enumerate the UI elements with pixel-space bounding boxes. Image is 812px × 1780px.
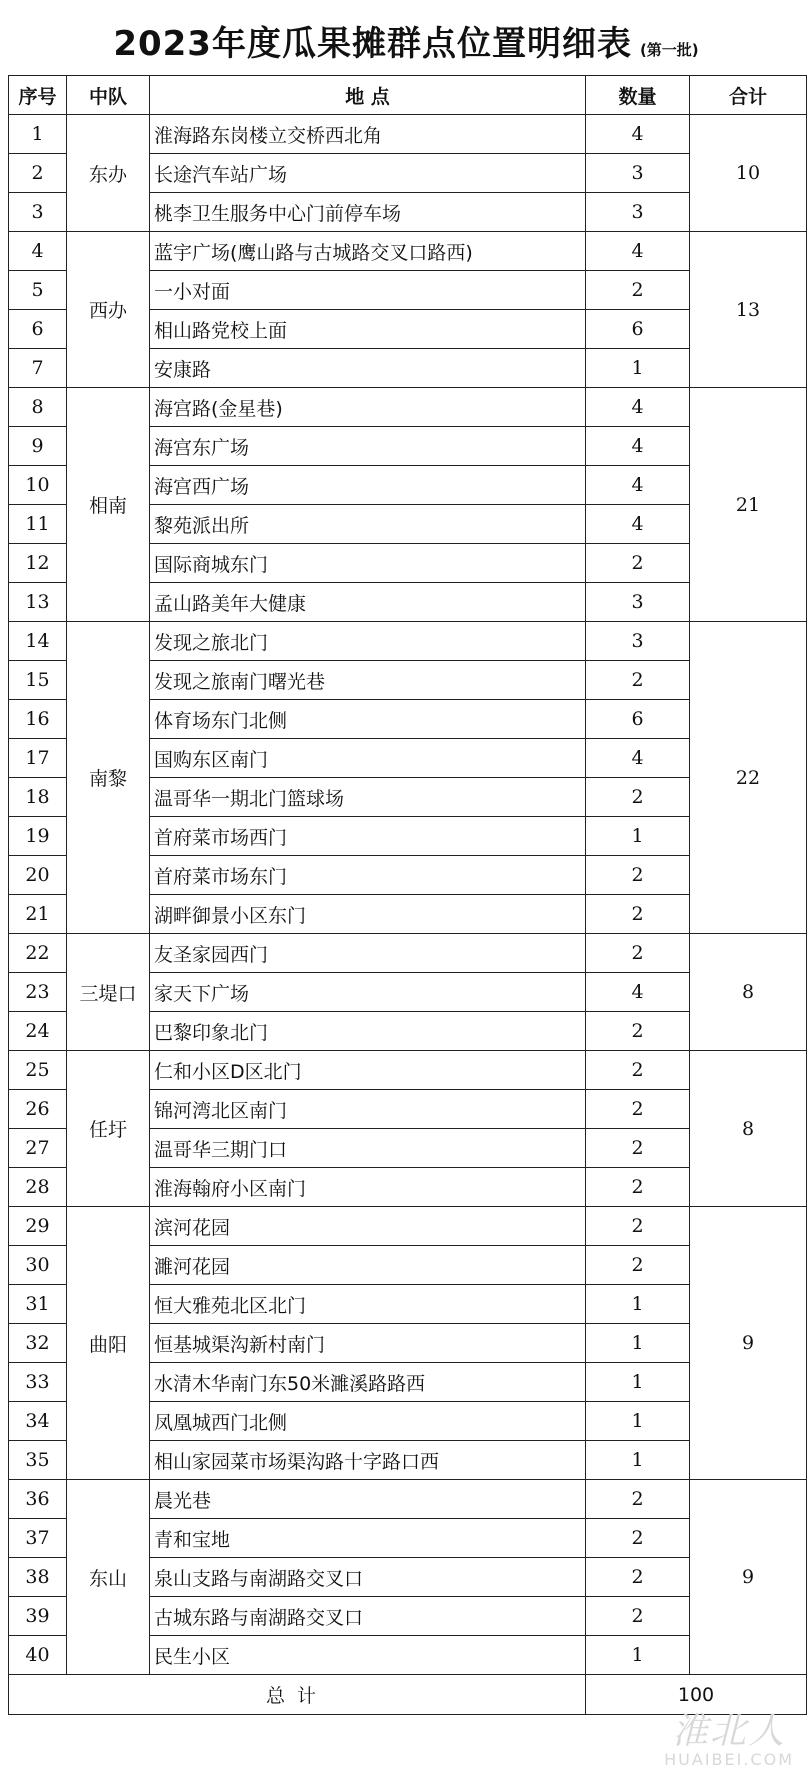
location-cell: 安康路 bbox=[150, 349, 586, 388]
seq-cell: 32 bbox=[9, 1324, 67, 1363]
seq-cell: 22 bbox=[9, 934, 67, 973]
subtotal-cell: 9 bbox=[690, 1480, 807, 1675]
location-cell: 温哥华一期北门篮球场 bbox=[150, 778, 586, 817]
location-cell: 一小对面 bbox=[150, 271, 586, 310]
seq-cell: 2 bbox=[9, 154, 67, 193]
location-cell: 桃李卫生服务中心门前停车场 bbox=[150, 193, 586, 232]
table-row bbox=[9, 232, 807, 271]
team-cell: 相南 bbox=[67, 388, 150, 622]
location-cell: 滨河花园 bbox=[150, 1207, 586, 1246]
seq-cell: 20 bbox=[9, 856, 67, 895]
location-cell: 濉河花园 bbox=[150, 1246, 586, 1285]
seq-cell: 25 bbox=[9, 1051, 67, 1090]
location-cell: 水清木华南门东50米濉溪路路西 bbox=[150, 1363, 586, 1402]
subtotal-cell: 10 bbox=[690, 115, 807, 232]
table-body bbox=[9, 115, 807, 1675]
quantity-cell: 2 bbox=[586, 934, 690, 973]
seq-cell: 3 bbox=[9, 193, 67, 232]
location-cell: 黎苑派出所 bbox=[150, 505, 586, 544]
quantity-cell: 2 bbox=[586, 856, 690, 895]
quantity-cell: 4 bbox=[586, 739, 690, 778]
seq-cell: 15 bbox=[9, 661, 67, 700]
seq-cell: 36 bbox=[9, 1480, 67, 1519]
seq-cell: 9 bbox=[9, 427, 67, 466]
page-title bbox=[0, 0, 812, 76]
seq-cell: 29 bbox=[9, 1207, 67, 1246]
seq-cell: 14 bbox=[9, 622, 67, 661]
location-cell: 首府菜市场西门 bbox=[150, 817, 586, 856]
quantity-cell: 4 bbox=[586, 973, 690, 1012]
seq-cell: 17 bbox=[9, 739, 67, 778]
quantity-cell: 3 bbox=[586, 622, 690, 661]
location-cell: 孟山路美年大健康 bbox=[150, 583, 586, 622]
seq-cell: 12 bbox=[9, 544, 67, 583]
header-subtotal: 合计 bbox=[690, 76, 807, 115]
quantity-cell: 2 bbox=[586, 895, 690, 934]
quantity-cell: 4 bbox=[586, 505, 690, 544]
watermark-cn: 淮北人 bbox=[672, 1711, 787, 1752]
seq-cell: 33 bbox=[9, 1363, 67, 1402]
quantity-cell: 1 bbox=[586, 1402, 690, 1441]
quantity-cell: 2 bbox=[586, 544, 690, 583]
seq-cell: 5 bbox=[9, 271, 67, 310]
quantity-cell: 1 bbox=[586, 817, 690, 856]
location-cell: 海宫路(金星巷) bbox=[150, 388, 586, 427]
seq-cell: 4 bbox=[9, 232, 67, 271]
table-row bbox=[9, 934, 807, 973]
subtotal-cell: 8 bbox=[690, 1051, 807, 1207]
quantity-cell: 2 bbox=[586, 1051, 690, 1090]
seq-cell: 6 bbox=[9, 310, 67, 349]
seq-cell: 24 bbox=[9, 1012, 67, 1051]
seq-cell: 35 bbox=[9, 1441, 67, 1480]
team-cell: 任圩 bbox=[67, 1051, 150, 1207]
quantity-cell: 6 bbox=[586, 700, 690, 739]
location-cell: 锦河湾北区南门 bbox=[150, 1090, 586, 1129]
total-label: 总计 bbox=[9, 1675, 586, 1715]
location-cell: 湖畔御景小区东门 bbox=[150, 895, 586, 934]
subtotal-cell: 8 bbox=[690, 934, 807, 1051]
location-cell: 发现之旅南门曙光巷 bbox=[150, 661, 586, 700]
seq-cell: 1 bbox=[9, 115, 67, 154]
location-cell: 古城东路与南湖路交叉口 bbox=[150, 1597, 586, 1636]
seq-cell: 34 bbox=[9, 1402, 67, 1441]
seq-cell: 37 bbox=[9, 1519, 67, 1558]
subtotal-cell: 13 bbox=[690, 232, 807, 388]
location-cell: 海宫东广场 bbox=[150, 427, 586, 466]
header-quantity: 数量 bbox=[586, 76, 690, 115]
location-cell: 民生小区 bbox=[150, 1636, 586, 1675]
seq-cell: 16 bbox=[9, 700, 67, 739]
location-cell: 相山路党校上面 bbox=[150, 310, 586, 349]
seq-cell: 21 bbox=[9, 895, 67, 934]
quantity-cell: 2 bbox=[586, 1480, 690, 1519]
quantity-cell: 6 bbox=[586, 310, 690, 349]
quantity-cell: 4 bbox=[586, 115, 690, 154]
header-row bbox=[9, 76, 807, 115]
seq-cell: 23 bbox=[9, 973, 67, 1012]
quantity-cell: 4 bbox=[586, 388, 690, 427]
header-team: 中队 bbox=[67, 76, 150, 115]
location-cell: 凤凰城西门北侧 bbox=[150, 1402, 586, 1441]
seq-cell: 27 bbox=[9, 1129, 67, 1168]
quantity-cell: 1 bbox=[586, 1441, 690, 1480]
location-cell: 友圣家园西门 bbox=[150, 934, 586, 973]
subtotal-cell: 21 bbox=[690, 388, 807, 622]
watermark-en: HUAIBEI.COM bbox=[664, 1750, 794, 1769]
quantity-cell: 4 bbox=[586, 427, 690, 466]
location-cell: 发现之旅北门 bbox=[150, 622, 586, 661]
table-row bbox=[9, 115, 807, 154]
location-cell: 相山家园菜市场渠沟路十字路口西 bbox=[150, 1441, 586, 1480]
location-cell: 国购东区南门 bbox=[150, 739, 586, 778]
seq-cell: 8 bbox=[9, 388, 67, 427]
location-cell: 青和宝地 bbox=[150, 1519, 586, 1558]
seq-cell: 28 bbox=[9, 1168, 67, 1207]
quantity-cell: 4 bbox=[586, 232, 690, 271]
location-cell: 家天下广场 bbox=[150, 973, 586, 1012]
stall-table bbox=[8, 75, 807, 1715]
quantity-cell: 3 bbox=[586, 583, 690, 622]
team-cell: 东办 bbox=[67, 115, 150, 232]
team-cell: 东山 bbox=[67, 1480, 150, 1675]
quantity-cell: 2 bbox=[586, 1246, 690, 1285]
title-suffix: (第一批) bbox=[639, 41, 699, 59]
location-cell: 泉山支路与南湖路交叉口 bbox=[150, 1558, 586, 1597]
total-value: 100 bbox=[586, 1675, 807, 1715]
seq-cell: 26 bbox=[9, 1090, 67, 1129]
quantity-cell: 2 bbox=[586, 1168, 690, 1207]
quantity-cell: 3 bbox=[586, 154, 690, 193]
seq-cell: 7 bbox=[9, 349, 67, 388]
location-cell: 蓝宇广场(鹰山路与古城路交叉口路西) bbox=[150, 232, 586, 271]
quantity-cell: 2 bbox=[586, 661, 690, 700]
seq-cell: 30 bbox=[9, 1246, 67, 1285]
location-cell: 首府菜市场东门 bbox=[150, 856, 586, 895]
watermark-logo bbox=[664, 1711, 794, 1769]
quantity-cell: 2 bbox=[586, 1558, 690, 1597]
quantity-cell: 2 bbox=[586, 1519, 690, 1558]
seq-cell: 19 bbox=[9, 817, 67, 856]
seq-cell: 40 bbox=[9, 1636, 67, 1675]
seq-cell: 11 bbox=[9, 505, 67, 544]
title-text: 2023年度瓜果摊群点位置明细表 bbox=[113, 24, 632, 64]
quantity-cell: 2 bbox=[586, 1207, 690, 1246]
seq-cell: 31 bbox=[9, 1285, 67, 1324]
location-cell: 晨光巷 bbox=[150, 1480, 586, 1519]
table-row bbox=[9, 388, 807, 427]
seq-cell: 10 bbox=[9, 466, 67, 505]
location-cell: 国际商城东门 bbox=[150, 544, 586, 583]
subtotal-cell: 22 bbox=[690, 622, 807, 934]
team-cell: 南黎 bbox=[67, 622, 150, 934]
table-row bbox=[9, 1051, 807, 1090]
location-cell: 巴黎印象北门 bbox=[150, 1012, 586, 1051]
seq-cell: 18 bbox=[9, 778, 67, 817]
location-cell: 温哥华三期门口 bbox=[150, 1129, 586, 1168]
table-row bbox=[9, 1207, 807, 1246]
location-cell: 淮海路东岗楼立交桥西北角 bbox=[150, 115, 586, 154]
location-cell: 淮海翰府小区南门 bbox=[150, 1168, 586, 1207]
quantity-cell: 2 bbox=[586, 778, 690, 817]
seq-cell: 13 bbox=[9, 583, 67, 622]
quantity-cell: 1 bbox=[586, 1363, 690, 1402]
location-cell: 恒大雅苑北区北门 bbox=[150, 1285, 586, 1324]
table-row bbox=[9, 622, 807, 661]
quantity-cell: 1 bbox=[586, 349, 690, 388]
location-cell: 长途汽车站广场 bbox=[150, 154, 586, 193]
location-cell: 恒基城渠沟新村南门 bbox=[150, 1324, 586, 1363]
quantity-cell: 1 bbox=[586, 1285, 690, 1324]
quantity-cell: 2 bbox=[586, 1012, 690, 1051]
quantity-cell: 2 bbox=[586, 1597, 690, 1636]
seq-cell: 38 bbox=[9, 1558, 67, 1597]
quantity-cell: 2 bbox=[586, 271, 690, 310]
team-cell: 三堤口 bbox=[67, 934, 150, 1051]
table-row bbox=[9, 1480, 807, 1519]
location-cell: 仁和小区D区北门 bbox=[150, 1051, 586, 1090]
seq-cell: 39 bbox=[9, 1597, 67, 1636]
header-location: 地 点 bbox=[150, 76, 586, 115]
quantity-cell: 4 bbox=[586, 466, 690, 505]
location-cell: 体育场东门北侧 bbox=[150, 700, 586, 739]
quantity-cell: 1 bbox=[586, 1636, 690, 1675]
quantity-cell: 2 bbox=[586, 1129, 690, 1168]
subtotal-cell: 9 bbox=[690, 1207, 807, 1480]
location-cell: 海宫西广场 bbox=[150, 466, 586, 505]
team-cell: 曲阳 bbox=[67, 1207, 150, 1480]
quantity-cell: 1 bbox=[586, 1324, 690, 1363]
quantity-cell: 3 bbox=[586, 193, 690, 232]
header-seq: 序号 bbox=[9, 76, 67, 115]
total-row bbox=[9, 1675, 807, 1715]
team-cell: 西办 bbox=[67, 232, 150, 388]
quantity-cell: 2 bbox=[586, 1090, 690, 1129]
